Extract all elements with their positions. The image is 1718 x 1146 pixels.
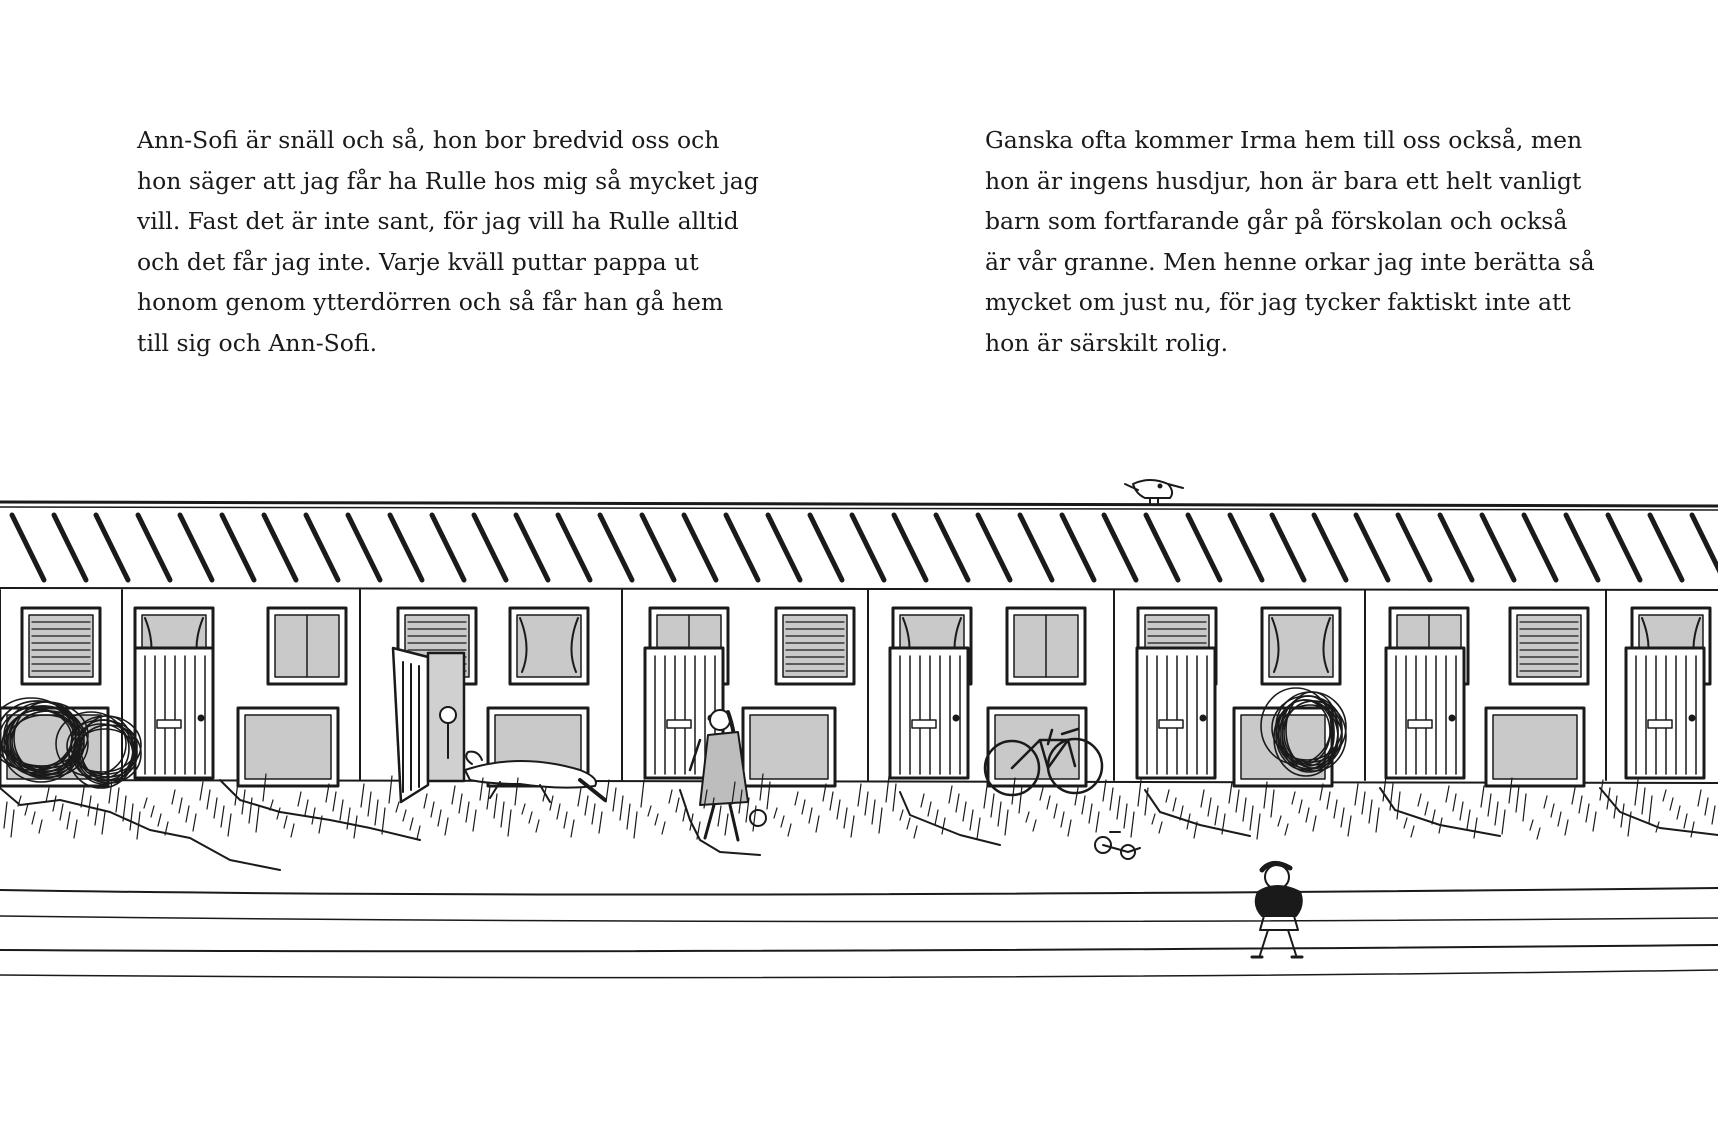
roof [0, 502, 1718, 590]
text-line: vill. Fast det är inte sant, för jag vill ha Rulle alltid [137, 207, 739, 236]
roof-stroke [1230, 515, 1262, 580]
text-line: och det får jag inte. Varje kväll puttar pappa ut [137, 247, 699, 276]
front-door [1386, 648, 1464, 778]
roof-stroke [1398, 515, 1430, 580]
roof-stroke [1356, 515, 1388, 580]
roof-stroke [1062, 515, 1094, 580]
window-upper [22, 608, 100, 684]
roof-stroke [936, 515, 968, 580]
roof-stroke [1146, 515, 1178, 580]
window-upper [1262, 608, 1340, 684]
roof-stroke [1272, 515, 1304, 580]
roof-stroke [180, 515, 212, 580]
window-lower [1486, 708, 1584, 786]
roof-stroke [432, 515, 464, 580]
right-paragraph [985, 120, 1595, 364]
text-line: till sig och Ann-Sofi. [137, 328, 378, 357]
roof-stroke [1314, 515, 1346, 580]
roof-stroke [222, 515, 254, 580]
text-line: mycket om just nu, för jag tycker faktiskt inte att [985, 288, 1571, 317]
open-door [393, 648, 464, 802]
front-door [890, 648, 968, 778]
roof-stroke [516, 515, 548, 580]
seagull-icon [1125, 480, 1183, 504]
roof-hatching [12, 515, 1718, 580]
roof-stroke [1524, 515, 1556, 580]
window-upper [510, 608, 588, 684]
roof-stroke [642, 515, 674, 580]
roof-stroke [1188, 515, 1220, 580]
roof-stroke [1650, 515, 1682, 580]
roof-stroke [264, 515, 296, 580]
roof-stroke [810, 515, 842, 580]
roof-stroke [54, 515, 86, 580]
roof-stroke [1566, 515, 1598, 580]
roof-stroke [390, 515, 422, 580]
text-line: Ann-Sofi är snäll och så, hon bor bredvid oss och [137, 126, 720, 154]
front-door [1137, 648, 1215, 778]
girl-figure [1252, 863, 1302, 957]
text-line: honom genom ytterdörren och så får han gå hem [137, 288, 724, 317]
text-line: Ganska ofta kommer Irma hem till oss också, men [985, 126, 1583, 154]
roof-stroke [852, 515, 884, 580]
roof-stroke [474, 515, 506, 580]
roof-stroke [306, 515, 338, 580]
tricycle-icon [1095, 832, 1140, 859]
roof-stroke [1692, 515, 1718, 580]
roof-stroke [600, 515, 632, 580]
roof-stroke [1440, 515, 1472, 580]
text-line: hon är särskilt rolig. [985, 328, 1229, 357]
roof-stroke [726, 515, 758, 580]
roof-stroke [1608, 515, 1640, 580]
left-paragraph [137, 120, 759, 364]
window-upper [776, 608, 854, 684]
front-door [135, 648, 213, 778]
roof-stroke [138, 515, 170, 580]
window-upper [268, 608, 346, 684]
roof-stroke [558, 515, 590, 580]
window-lower [743, 708, 835, 786]
sidewalk [0, 780, 1718, 978]
roof-stroke [768, 515, 800, 580]
text-line: hon säger att jag får ha Rulle hos mig så mycket jag [137, 166, 759, 195]
roof-stroke [894, 515, 926, 580]
roof-stroke [1104, 515, 1136, 580]
window-upper [1510, 608, 1588, 684]
roof-stroke [684, 515, 716, 580]
roof-stroke [1482, 515, 1514, 580]
roof-stroke [12, 515, 44, 580]
window-upper [1007, 608, 1085, 684]
roof-stroke [978, 515, 1010, 580]
text-line: hon är ingens husdjur, hon är bara ett helt vanligt [985, 166, 1582, 195]
text-line: är vår granne. Men henne orkar jag inte berätta så [985, 247, 1595, 276]
window-lower [238, 708, 338, 786]
text-line: barn som fortfarande går på förskolan och också [985, 207, 1568, 236]
row-houses-illustration [0, 440, 1718, 1000]
roof-stroke [96, 515, 128, 580]
roof-stroke [1020, 515, 1052, 580]
front-door [1626, 648, 1704, 778]
roof-stroke [348, 515, 380, 580]
